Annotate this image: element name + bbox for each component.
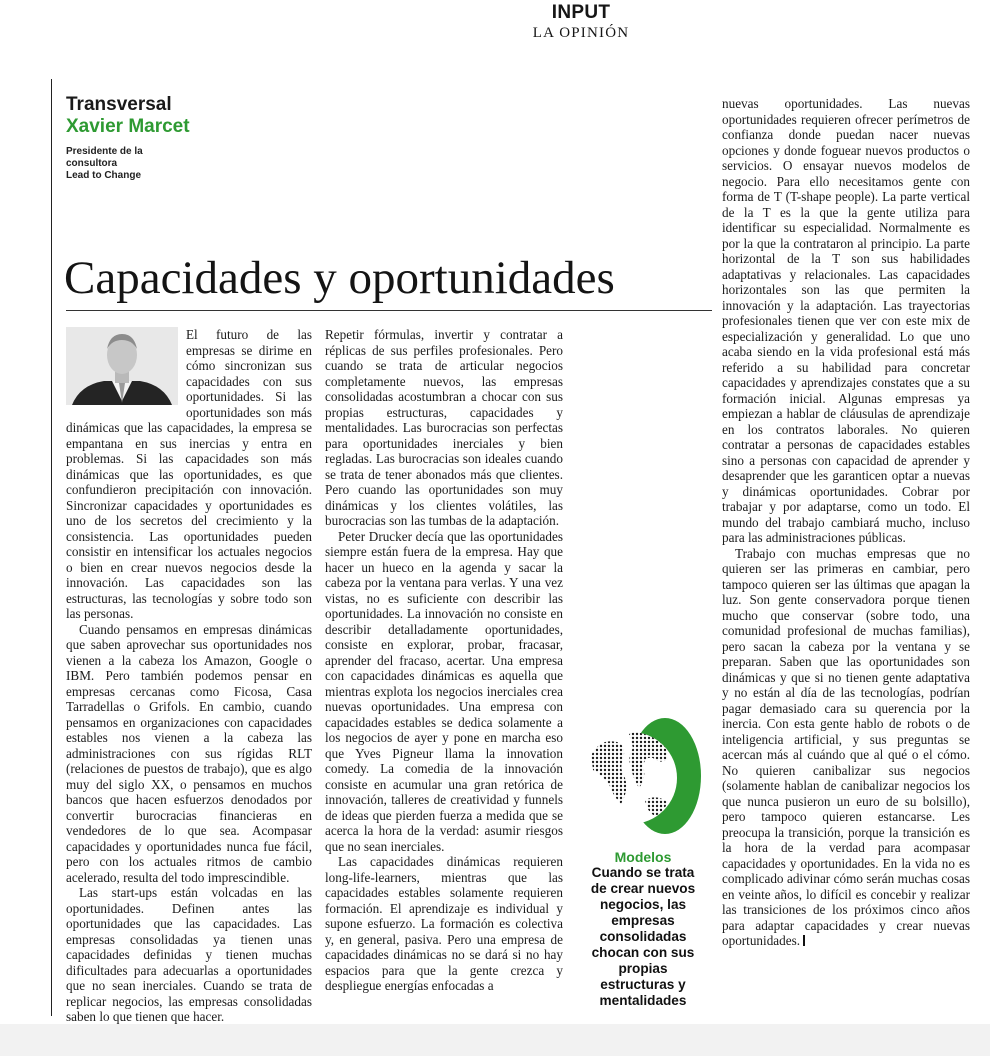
byline-role-line: Lead to Change: [66, 170, 142, 181]
byline-role-line: consultora: [66, 158, 118, 169]
page-left-rule: [51, 79, 52, 1016]
byline-role: [66, 146, 190, 182]
paragraph: Las capacidades dinámicas requieren long-life-learners, mientras que las capacidades estables solamente requieren formación. El aprendizaje es individual y supone esfuerzo. La formación es colectiva y, en general, pasiva. Pero una empresa de capacidades dinámicas no se dará si no hay espacios para que la gente crezca y despliegue energías enfocadas a: [325, 854, 563, 993]
paragraph-text: Trabajo con muchas empresas que no quieren ser las primeras en cambiar, pero tampoco quieren ser las últimas que apagan la luz. Son gente conservadora porque tienen mucho que conservar (sobre todo, una comunidad profesional de muchas familias), pero sacan la cabeza por la ventana y se preparan. Saben que las oportunidades son dinámicas y que si no tienen gente adaptativa y no están al día de las tecnologías, podrían pagar demasiado cara su querencia por la inercia. Con esta gente hablo de robots o de inteligencia artificial, y sus preguntas se acercan más al cuándo que al qué o el cómo. No quieren canibalizar sus negocios (solamente hablan de canibalizar negocios los que nunca pusieron un euro de su bolsillo), pero tampoco quieren estancarse. Les preocupa la transición, porque la transición es la hora de la verdad para acompasar capacidades y oportunidades. En la vida no es complicado adivinar cómo serán muchas cosas en veinte años, lo difícil es concebir y realizar las transiciones de los próximos cinco años para adaptar capacidades y crear nuevas oportunidades.: [722, 545, 970, 948]
pull-quote-label: Modelos: [614, 849, 672, 865]
paragraph: Las start-ups están volcadas en las oportunidades. Definen antes las oportunidades que las capacidades. Las empresas consolidadas ya tienen unas capacidades definidas y tienen muchas dificultades para adecuarlas a oportunidades que no sean inerciales. Cuando se trata de replicar negocios, las empresas consolidadas saben lo que tienen que hacer.: [66, 885, 312, 1024]
byline-section: Transversal: [66, 94, 172, 115]
paragraph: Repetir fórmulas, invertir y contratar a réplicas de sus perfiles profesionales. Pero cuando se trata de articular negocios completamente nuevos, las empresas consolidadas acostumbran a chocar con sus propias estructuras, capacidades y mentalidades. Las burocracias son perfectas para oportunidades inerciales y bien regladas. Las burocracias son ideales cuando se trata de tener abonados más que clientes. Pero cuando las oportunidades son muy dinámicas y los clientes volátiles, las burocracias son las tumbas de la adaptación.: [325, 327, 563, 528]
article-column-1: [66, 327, 312, 1024]
paragraph: [722, 546, 970, 949]
publication-name: LA OPINIÓN: [532, 25, 630, 41]
paragraph: El futuro de las empresas se dirime en cómo sincronizan sus capacidades con sus oportunidades. Si las oportunidades son más dinámicas que las capacidades, la empresa se empantana en sus inercias y entra en problemas. Si las capacidades son más dinámicas que las oportunidades, es que confundieron precipitación con innovación. Sincronizar capacidades y oportunidades es uno de los secretos del crecimiento y la consistencia. Las oportunidades pueden consistir en intensificar los actuales negocios o bien en crear nuevos negocios desde la innovación. Las capacidades son las estructuras, las tecnologías y sobre todo son las personas.: [66, 327, 312, 621]
globe-icon: [583, 708, 703, 846]
byline-role-line: Presidente de la: [66, 146, 143, 157]
masthead: [0, 2, 990, 42]
pull-quote: [583, 708, 703, 1009]
paragraph: nuevas oportunidades. Las nuevas oportunidades requieren ofrecer perímetros de confianza donde puedan nacer nuevas opciones y donde foguear nuevos productos o servicios. O ensayar nuevos modelos de negocio. Para ello necesitamos gente con forma de T (T-shape people). La parte vertical de la T es la que la gente utiliza para identificar su especialidad. Normalmente es por la que la contrataron al principio. La parte horizontal de la T son sus habilidades adaptativas y relacionales. Las capacidades horizontales son las que permiten la innovación y la adaptación. Las trayectorias profesionales tienen que ver con este mix de especialización y generalidad. Lo que uno acaba siendo en la vida profesional está más referido a su habilidad para concretar capacidades y aprendizajes constates que a su formación inicial. Algunas empresas ya empiezan a hablar de cláusulas de aprendizaje en los contratos laborales. No quieren contratar a personas de capacidades estables sino a personas con capacidad de aprender y desaprender que les garanticen optar a nuevas y dinámicas oportunidades. Cobrar por trabajar y por adaptarse, como un todo. El mundo del trabajo cambiará mucho, incluso para las administraciones públicas.: [722, 96, 970, 545]
article-column-3: [722, 96, 970, 1024]
paragraph: Cuando pensamos en empresas dinámicas que saben aprovechar sus oportunidades nos vienen a la cabeza los Amazon, Google o IBM. Pero también podemos pensar en empresas cercanas como Ficosa, Casa Tarradellas o Grifols. En cambio, cuando pensamos en organizaciones con capacidades estables nos vienen a la cabeza las administraciones con sus rígidas RLT (relaciones de puestos de trabajo), que es algo muy del siglo XX, o pensamos en muchos bancos que hacen esfuerzos denodados por convertir burocracias financieras en vendedores de lo que sea. Acompasar capacidades y oportunidades nunca fue fácil, pero con los actuales ritmos de cambio acelerado, resulta del todo imprescindible.: [66, 621, 312, 885]
headline: Capacidades y oportunidades: [64, 252, 615, 304]
end-mark: [803, 935, 805, 946]
page-bottom-band: [0, 1024, 990, 1056]
author-portrait: [66, 327, 178, 405]
headline-rule: [66, 310, 712, 311]
byline-author: Xavier Marcet: [66, 116, 190, 137]
byline: [66, 94, 190, 182]
paragraph: Peter Drucker decía que las oportunidades siempre están fuera de la empresa. Hay que hacer un hueco en la agenda y sacar la cabeza por la ventana para verlas. Y una vez vistas, no es suficiente con describir las oportunidades. La innovación no consiste en describir detalladamente oportunidades, consiste en explorar, probar, fracasar, aprender del fracaso, acertar. Una empresa con capacidades dinámicas es aquella que mientras explota los negocios inerciales crea nuevas oportunidades. Una empresa con capacidades estables se dedica solamente a los negocios de ayer y pone en marcha eso que Yves Pigneur llama la innovation comedy. La comedia de la innovación consiste en acumular una gran retórica de innovación, talleres de creatividad y funnels de ideas que pierden fuerza a medida que se acerca la hora de la verdad: asumir riesgos que no sean inerciales.: [325, 528, 563, 854]
section-name: INPUT: [551, 2, 611, 23]
pull-quote-text: Cuando se trata de crear nuevos negocios, las empresas consolidadas chocan con sus propias estructuras y mentalidades: [590, 865, 696, 1008]
article-column-2: [325, 327, 563, 1024]
